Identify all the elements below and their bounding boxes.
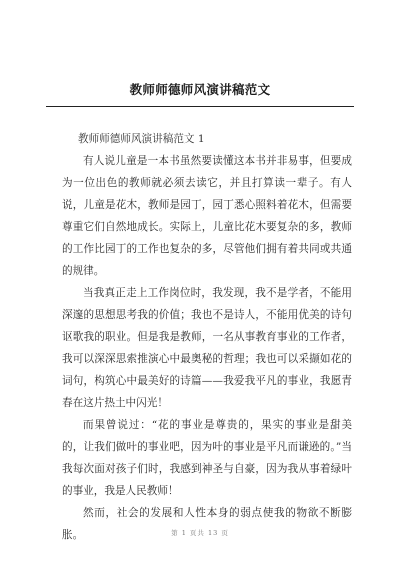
document-body — [62, 128, 352, 546]
paragraph-4: 然而，社会的发展和人性本身的弱点使我的物欲不断膨胀。 — [62, 507, 352, 541]
paragraph-3: 而果曾说过：“花的事业是尊贵的，果实的事业是甜美的，让我们做叶的事业吧，因为叶的事业是平凡而谦逊的。”当我每次面对孩子们时，我感到神圣与自豪，因为我从事着绿叶的事业，我是人民教师！ — [62, 419, 352, 497]
paragraph-2: 当我真正走上工作岗位时，我发现，我不是学者，不能用深邃的思想思考我的价值；我也不是诗人，不能用优美的诗句讴歌我的职业。但是我是教师，一名从事教育事业的工作者，我可以深深思索推演心中最奥秘的哲理；我也可以采撷如花的词句，构筑心中最美好的诗篇——我爱我平凡的事业，我愿青春在这片热土中闪光！ — [62, 287, 352, 409]
page-title: 教师师德师风演讲稿范文 — [129, 82, 271, 97]
title-divider — [46, 106, 354, 107]
page-footer: 第 1 页共 13 页 — [171, 529, 229, 537]
paragraph-1: 有人说儿童是一本书虽然要读懂这本书并非易事，但要成为一位出色的教师就必须去读它，并且打算读一辈子。有人说，儿童是花木，教师是园丁，园丁悉心照料着花木，但需要尊重它们自然地成长。实际上，儿童比花木要复杂的多，教师的工作比园丁的工作也复杂的多，尽管他们拥有着共同或共通的规律。 — [62, 155, 352, 277]
section-subtitle: 教师师德师风演讲稿范文 1 — [78, 133, 205, 145]
